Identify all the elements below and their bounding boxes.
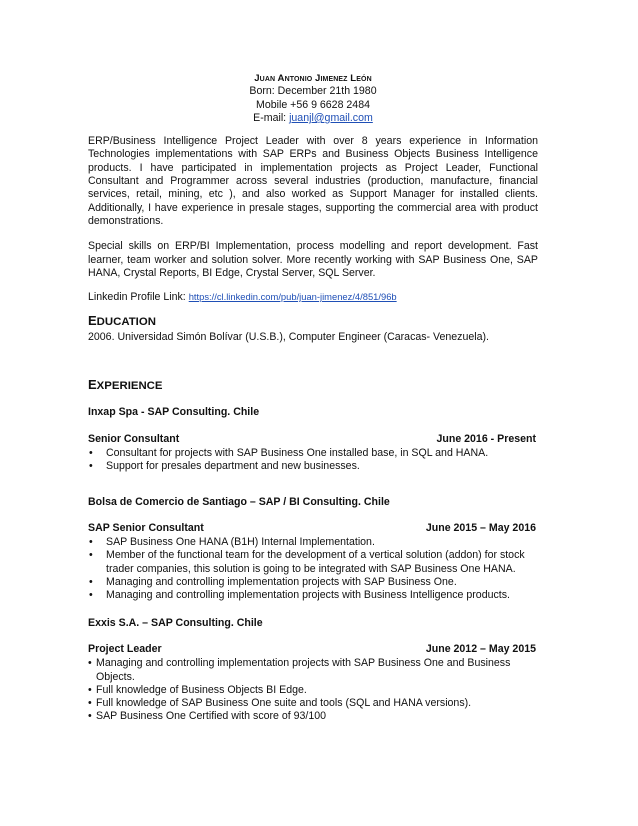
job-company: Bolsa de Comercio de Santiago – SAP / BI Consulting. Chile	[88, 495, 390, 508]
bullet-icon: •	[89, 460, 93, 473]
bullet-icon: •	[89, 576, 93, 589]
duty-text: Managing and controlling implementation projects with Business Intelligence products.	[106, 589, 510, 602]
linkedin-line	[88, 290, 538, 304]
spacer	[88, 603, 538, 617]
education-entry: 2006. Universidad Simón Bolívar (U.S.B.), Computer Engineer (Caracas- Venezuela).	[88, 330, 489, 343]
duty-item	[88, 460, 538, 473]
duty-text: Member of the functional team for the development of a vertical solution (addon) for stock trader companies, this solution is going to be integrated with SAP Business One HANA.	[106, 549, 525, 575]
duty-item	[88, 536, 538, 549]
bullet-icon: •	[88, 657, 92, 670]
duty-item	[88, 710, 538, 723]
birth-date: Born: December 21th 1980	[249, 85, 377, 98]
education-heading-rest: DUCATION	[96, 316, 156, 329]
job-duties	[88, 536, 538, 602]
job-role: Project Leader	[88, 642, 162, 655]
bullet-icon: •	[89, 549, 93, 562]
duty-text: Managing and controlling implementation projects with SAP Business One.	[106, 576, 457, 589]
job-entry	[88, 406, 538, 473]
experience-heading-cap: E	[88, 377, 97, 393]
duty-item	[88, 576, 538, 589]
resume-header	[88, 72, 538, 125]
email-label: E-mail:	[253, 111, 290, 124]
email-link[interactable]: juanjl@gmail.com	[289, 111, 373, 124]
duty-text: Managing and controlling implementation projects with SAP Business One and Business Objects.	[96, 657, 511, 683]
education-heading	[88, 314, 538, 329]
duty-item	[88, 684, 538, 697]
bullet-icon: •	[89, 589, 93, 602]
spacer	[88, 474, 538, 496]
linkedin-link[interactable]: https://cl.linkedin.com/pub/juan-jimenez/4/851/96b	[188, 291, 397, 303]
duty-item	[88, 697, 538, 710]
job-entry	[88, 496, 538, 603]
job-company: Exxis S.A. – SAP Consulting. Chile	[88, 616, 263, 629]
experience-heading-rest: XPERIENCE	[96, 380, 163, 393]
job-role-row	[88, 643, 538, 656]
linkedin-label: Linkedin Profile Link:	[88, 291, 189, 304]
job-entry	[88, 617, 538, 724]
bullet-icon: •	[88, 697, 92, 710]
job-dates: June 2016 - Present	[436, 432, 536, 445]
duty-text: SAP Business One Certified with score of 93/100	[96, 710, 327, 723]
experience-heading	[88, 378, 538, 393]
skills-paragraph: Special skills on ERP/BI Implementation, process modelling and report development. Fast learner, team worker and solution solver. More recently working with SAP Business One, SAP HANA, Crystal Reports, BI Edge, Crystal Server, SQL Server.	[88, 240, 538, 279]
duty-text: Full knowledge of SAP Business One suite and tools (SQL and HANA versions).	[96, 697, 472, 710]
duty-item	[88, 549, 538, 576]
bullet-icon: •	[88, 683, 92, 696]
email-line	[88, 112, 538, 125]
job-role-row	[88, 522, 538, 535]
job-dates: June 2015 – May 2016	[425, 521, 536, 534]
duty-text: SAP Business One HANA (B1H) Internal Implementation.	[106, 536, 375, 549]
duty-item	[88, 447, 538, 460]
summary-paragraph: ERP/Business Intelligence Project Leader with over 8 years experience in Information Technologies implementations with SAP ERPs and Business Objects Business Intelligence products. I have participated in implementation projects as Project Leader, Functional Consultant and Programmer across several industries (production, manufacture, financial services, retail, mining, etc ), and also worked as Support Manager for installed clients. Additionally, I have experience in presale stages, supporting the commercial area with product demonstrations.	[88, 135, 538, 227]
bullet-icon: •	[89, 446, 93, 459]
duty-text: Support for presales department and new businesses.	[106, 460, 360, 473]
duty-text: Full knowledge of Business Objects BI Edge.	[96, 683, 307, 696]
job-role: SAP Senior Consultant	[88, 521, 204, 534]
job-duties	[88, 447, 538, 474]
job-dates: June 2012 – May 2015	[425, 642, 536, 655]
job-role: Senior Consultant	[88, 432, 180, 445]
job-duties	[88, 657, 538, 723]
bullet-icon: •	[89, 536, 93, 549]
mobile-number: Mobile +56 9 6628 2484	[256, 98, 370, 111]
candidate-name: Juan Antonio Jimenez León	[254, 73, 372, 84]
bullet-icon: •	[88, 710, 92, 723]
duty-item	[88, 657, 538, 684]
duty-item	[88, 589, 538, 602]
duty-text: Consultant for projects with SAP Business One installed base, in SQL and HANA.	[106, 446, 489, 459]
education-heading-cap: E	[88, 313, 97, 329]
job-company: Inxap Spa - SAP Consulting. Chile	[88, 406, 260, 419]
job-role-row	[88, 433, 538, 446]
